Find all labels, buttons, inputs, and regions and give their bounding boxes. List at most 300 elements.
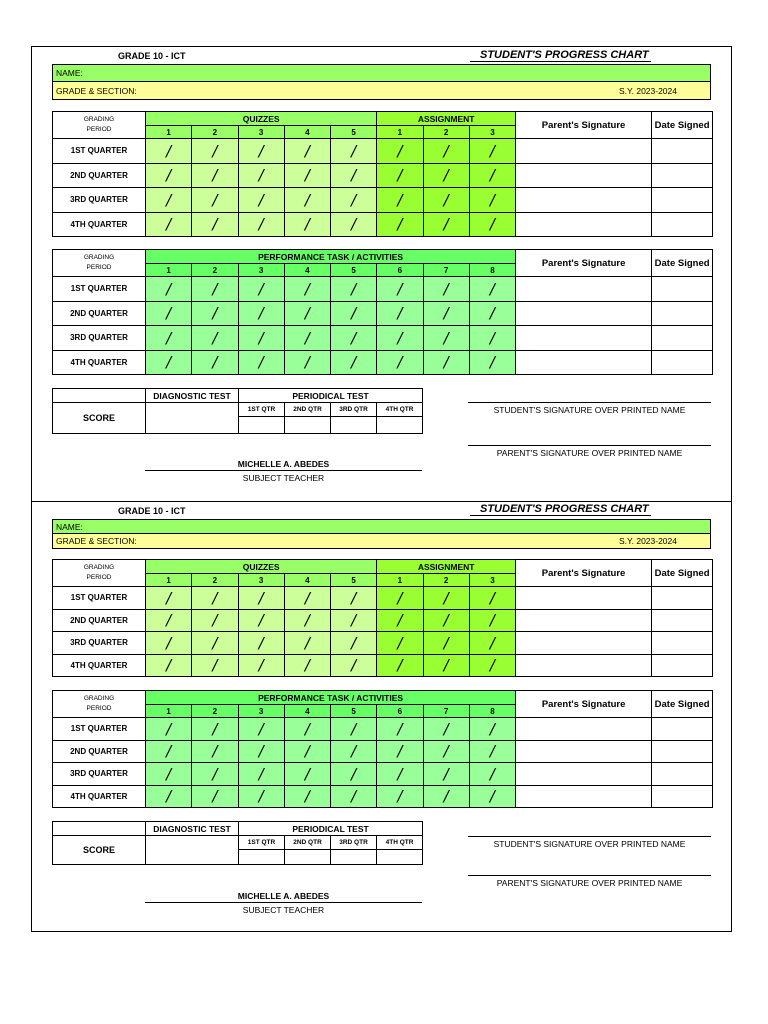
quizzes-assignment-table: [52, 559, 713, 677]
task-score-cell[interactable]: /: [284, 350, 330, 375]
task-score-cell[interactable]: /: [238, 301, 284, 326]
quiz-score-cell[interactable]: /: [146, 632, 192, 655]
assignment-score-cell[interactable]: /: [423, 609, 469, 632]
task-number: 2: [192, 705, 238, 718]
task-score-cell[interactable]: /: [192, 326, 238, 351]
quiz-score-cell[interactable]: /: [238, 587, 284, 610]
parent-signature-cell[interactable]: [516, 139, 652, 164]
quiz-score-cell[interactable]: /: [331, 188, 377, 213]
quarter-row: [53, 188, 713, 213]
teacher-role: SUBJECT TEACHER: [242, 905, 325, 915]
assignment-score-cell[interactable]: /: [469, 163, 515, 188]
assignment-number: 2: [423, 574, 469, 587]
assignment-score-cell[interactable]: /: [469, 212, 515, 237]
task-number: 5: [331, 705, 377, 718]
parent-signature-cell[interactable]: [516, 654, 652, 677]
teacher-block: [145, 459, 422, 483]
parent-signature-cell[interactable]: [516, 326, 652, 351]
quarter-row: [53, 718, 713, 741]
task-score-cell[interactable]: /: [238, 326, 284, 351]
school-year: S.Y. 2023-2024: [619, 85, 677, 96]
task-number: 4: [284, 705, 330, 718]
quiz-number: 5: [331, 126, 377, 139]
quarter-row: [53, 301, 713, 326]
grade-section-field[interactable]: [52, 82, 711, 100]
parent-signature-cell[interactable]: [516, 277, 652, 302]
teacher-name: MICHELLE A. ABEDES: [145, 459, 422, 471]
task-number: 6: [377, 264, 423, 277]
parent-signature-cell[interactable]: [516, 163, 652, 188]
score-corner: [53, 389, 146, 403]
task-score-cell[interactable]: /: [192, 763, 238, 786]
teacher-role: SUBJECT TEACHER: [242, 473, 325, 483]
task-score-cell[interactable]: /: [284, 763, 330, 786]
performance-task-table: [52, 690, 713, 808]
qtr-header: 2ND QTR: [285, 403, 331, 417]
diagnostic-test-header: DIAGNOSTIC TEST: [146, 822, 239, 836]
grade-section-label: GRADE & SECTION:: [56, 85, 137, 96]
periodical-score-cell[interactable]: [331, 850, 377, 865]
grading-period-header: GRADING PERIOD: [53, 691, 146, 718]
parent-signature-header: Parent's Signature: [516, 112, 652, 139]
assignment-score-cell[interactable]: /: [423, 654, 469, 677]
task-score-cell[interactable]: /: [423, 277, 469, 302]
parent-signature-cell[interactable]: [516, 609, 652, 632]
quarter-row: [53, 350, 713, 375]
task-number: 8: [469, 264, 515, 277]
task-score-cell[interactable]: /: [238, 277, 284, 302]
task-number: 8: [469, 705, 515, 718]
periodical-score-cell[interactable]: [377, 850, 423, 865]
task-score-cell[interactable]: /: [469, 763, 515, 786]
quiz-score-cell[interactable]: /: [284, 609, 330, 632]
quarter-row: [53, 609, 713, 632]
teacher-block: [145, 891, 422, 915]
task-score-cell[interactable]: /: [469, 326, 515, 351]
quiz-score-cell[interactable]: /: [331, 163, 377, 188]
quiz-score-cell[interactable]: /: [238, 163, 284, 188]
qtr-header: 3RD QTR: [331, 403, 377, 417]
task-score-cell[interactable]: /: [377, 277, 423, 302]
task-score-cell[interactable]: /: [331, 740, 377, 763]
performance-task-header: PERFORMANCE TASK / ACTIVITIES: [146, 691, 516, 705]
score-corner: [53, 822, 146, 836]
quarter-row: [53, 139, 713, 164]
quiz-score-cell[interactable]: /: [284, 212, 330, 237]
qtr-header: 1ST QTR: [239, 403, 285, 417]
assignment-score-cell[interactable]: /: [377, 139, 423, 164]
quiz-score-cell[interactable]: /: [146, 609, 192, 632]
score-table: [52, 388, 423, 434]
quiz-score-cell[interactable]: /: [238, 609, 284, 632]
task-score-cell[interactable]: /: [377, 718, 423, 741]
quizzes-header: QUIZZES: [146, 560, 377, 574]
date-signed-header: Date Signed: [652, 250, 713, 277]
qtr-header: 1ST QTR: [239, 836, 285, 850]
parent-signature-cell[interactable]: [516, 763, 652, 786]
quiz-number: 2: [192, 126, 238, 139]
date-signed-cell[interactable]: [652, 139, 713, 164]
parent-signature-cell[interactable]: [516, 212, 652, 237]
quiz-score-cell[interactable]: /: [238, 212, 284, 237]
quarter-label: 2ND QUARTER: [53, 740, 146, 763]
task-score-cell[interactable]: /: [423, 763, 469, 786]
task-score-cell[interactable]: /: [377, 740, 423, 763]
assignment-score-cell[interactable]: /: [469, 188, 515, 213]
task-score-cell[interactable]: /: [238, 763, 284, 786]
quiz-score-cell[interactable]: /: [192, 188, 238, 213]
student-signature-line[interactable]: STUDENT'S SIGNATURE OVER PRINTED NAME: [468, 402, 711, 415]
quiz-number: 2: [192, 574, 238, 587]
task-number: 6: [377, 705, 423, 718]
progress-chart-sheet-2: [31, 501, 732, 932]
quarter-row: [53, 763, 713, 786]
quarter-row: [53, 326, 713, 351]
assignment-score-cell[interactable]: /: [377, 163, 423, 188]
quiz-score-cell[interactable]: /: [192, 632, 238, 655]
date-signed-cell[interactable]: [652, 632, 713, 655]
quarter-label: 2ND QUARTER: [53, 301, 146, 326]
quiz-score-cell[interactable]: /: [146, 188, 192, 213]
date-signed-cell[interactable]: [652, 654, 713, 677]
date-signed-cell[interactable]: [652, 301, 713, 326]
task-score-cell[interactable]: /: [238, 740, 284, 763]
student-signature-line[interactable]: STUDENT'S SIGNATURE OVER PRINTED NAME: [468, 836, 711, 849]
quiz-score-cell[interactable]: /: [146, 163, 192, 188]
task-score-cell[interactable]: /: [146, 740, 192, 763]
parent-signature-header: Parent's Signature: [516, 691, 652, 718]
quarter-label: 1ST QUARTER: [53, 587, 146, 610]
chart-title: STUDENT'S PROGRESS CHART: [470, 49, 651, 62]
date-signed-cell[interactable]: [652, 326, 713, 351]
quiz-score-cell[interactable]: /: [146, 212, 192, 237]
quiz-score-cell[interactable]: /: [331, 587, 377, 610]
assignment-score-cell[interactable]: /: [423, 212, 469, 237]
assignment-header: ASSIGNMENT: [377, 112, 516, 126]
task-score-cell[interactable]: /: [377, 785, 423, 808]
quarter-label: 3RD QUARTER: [53, 763, 146, 786]
date-signed-cell[interactable]: [652, 587, 713, 610]
quarter-label: 3RD QUARTER: [53, 632, 146, 655]
date-signed-cell[interactable]: [652, 763, 713, 786]
task-score-cell[interactable]: /: [377, 350, 423, 375]
quizzes-assignment-table: [52, 111, 713, 237]
task-score-cell[interactable]: /: [192, 718, 238, 741]
task-number: 1: [146, 705, 192, 718]
date-signed-cell[interactable]: [652, 718, 713, 741]
task-score-cell[interactable]: /: [331, 763, 377, 786]
date-signed-header: Date Signed: [652, 112, 713, 139]
quiz-score-cell[interactable]: /: [284, 587, 330, 610]
score-label: SCORE: [53, 403, 146, 434]
task-score-cell[interactable]: /: [423, 326, 469, 351]
grading-period-header: GRADING PERIOD: [53, 560, 146, 587]
quarter-row: [53, 632, 713, 655]
task-score-cell[interactable]: /: [146, 350, 192, 375]
parent-signature-line[interactable]: PARENT'S SIGNATURE OVER PRINTED NAME: [468, 445, 711, 458]
quiz-score-cell[interactable]: /: [192, 163, 238, 188]
quiz-number: 1: [146, 126, 192, 139]
name-label: NAME:: [56, 521, 83, 532]
quiz-score-cell[interactable]: /: [331, 212, 377, 237]
task-score-cell[interactable]: /: [469, 277, 515, 302]
parent-signature-cell[interactable]: [516, 718, 652, 741]
task-score-cell[interactable]: /: [192, 350, 238, 375]
qtr-header: 2ND QTR: [285, 836, 331, 850]
task-score-cell[interactable]: /: [331, 718, 377, 741]
task-score-cell[interactable]: /: [284, 785, 330, 808]
quarter-row: [53, 212, 713, 237]
assignment-score-cell[interactable]: /: [377, 212, 423, 237]
quiz-score-cell[interactable]: /: [238, 632, 284, 655]
assignment-score-cell[interactable]: /: [469, 139, 515, 164]
date-signed-cell[interactable]: [652, 212, 713, 237]
assignment-score-cell[interactable]: /: [377, 609, 423, 632]
date-signed-cell[interactable]: [652, 163, 713, 188]
date-signed-cell[interactable]: [652, 350, 713, 375]
quarter-label: 4TH QUARTER: [53, 350, 146, 375]
quiz-score-cell[interactable]: /: [238, 654, 284, 677]
task-score-cell[interactable]: /: [377, 326, 423, 351]
assignment-number: 3: [469, 126, 515, 139]
performance-task-header: PERFORMANCE TASK / ACTIVITIES: [146, 250, 516, 264]
parent-signature-line[interactable]: PARENT'S SIGNATURE OVER PRINTED NAME: [468, 875, 711, 888]
task-score-cell[interactable]: /: [331, 301, 377, 326]
quiz-number: 3: [238, 574, 284, 587]
assignment-score-cell[interactable]: /: [423, 163, 469, 188]
quarter-label: 2ND QUARTER: [53, 163, 146, 188]
task-number: 3: [238, 705, 284, 718]
date-signed-header: Date Signed: [652, 560, 713, 587]
task-score-cell[interactable]: /: [331, 326, 377, 351]
task-score-cell[interactable]: /: [284, 740, 330, 763]
parent-signature-cell[interactable]: [516, 350, 652, 375]
periodical-test-header: PERIODICAL TEST: [239, 822, 423, 836]
task-score-cell[interactable]: /: [238, 718, 284, 741]
assignment-score-cell[interactable]: /: [377, 632, 423, 655]
quiz-score-cell[interactable]: /: [284, 163, 330, 188]
parent-signature-header: Parent's Signature: [516, 250, 652, 277]
task-score-cell[interactable]: /: [146, 326, 192, 351]
parent-signature-cell[interactable]: [516, 301, 652, 326]
grade-subject-label: GRADE 10 - ICT: [118, 51, 186, 61]
quiz-score-cell[interactable]: /: [284, 632, 330, 655]
task-number: 7: [423, 705, 469, 718]
task-number: 4: [284, 264, 330, 277]
assignment-number: 1: [377, 126, 423, 139]
parent-signature-cell[interactable]: [516, 740, 652, 763]
task-score-cell[interactable]: /: [423, 301, 469, 326]
task-number: 5: [331, 264, 377, 277]
quarter-label: 1ST QUARTER: [53, 139, 146, 164]
task-score-cell[interactable]: /: [284, 277, 330, 302]
task-score-cell[interactable]: /: [423, 718, 469, 741]
task-score-cell[interactable]: /: [284, 326, 330, 351]
date-signed-cell[interactable]: [652, 188, 713, 213]
parent-signature-cell[interactable]: [516, 587, 652, 610]
quiz-score-cell[interactable]: /: [238, 139, 284, 164]
task-score-cell[interactable]: /: [423, 350, 469, 375]
task-score-cell[interactable]: /: [146, 301, 192, 326]
quiz-score-cell[interactable]: /: [284, 139, 330, 164]
task-score-cell[interactable]: /: [331, 277, 377, 302]
quiz-score-cell[interactable]: /: [331, 632, 377, 655]
assignment-header: ASSIGNMENT: [377, 560, 516, 574]
task-score-cell[interactable]: /: [331, 785, 377, 808]
quiz-score-cell[interactable]: /: [146, 587, 192, 610]
diagnostic-score-cell[interactable]: [146, 836, 239, 865]
periodical-score-cell[interactable]: [239, 417, 285, 434]
grading-period-header: GRADING PERIOD: [53, 112, 146, 139]
task-score-cell[interactable]: /: [192, 740, 238, 763]
assignment-score-cell[interactable]: /: [423, 587, 469, 610]
quiz-score-cell[interactable]: /: [192, 139, 238, 164]
qtr-header: 4TH QTR: [377, 403, 423, 417]
name-field[interactable]: [52, 519, 711, 534]
quiz-score-cell[interactable]: /: [284, 188, 330, 213]
task-number: 7: [423, 264, 469, 277]
task-score-cell[interactable]: /: [331, 350, 377, 375]
task-score-cell[interactable]: /: [469, 718, 515, 741]
periodical-test-header: PERIODICAL TEST: [239, 389, 423, 403]
quiz-score-cell[interactable]: /: [146, 654, 192, 677]
quiz-score-cell[interactable]: /: [331, 609, 377, 632]
task-score-cell[interactable]: /: [469, 350, 515, 375]
task-score-cell[interactable]: /: [192, 785, 238, 808]
date-signed-cell[interactable]: [652, 277, 713, 302]
diagnostic-score-cell[interactable]: [146, 403, 239, 434]
quarter-label: 3RD QUARTER: [53, 326, 146, 351]
task-score-cell[interactable]: /: [377, 763, 423, 786]
quarter-row: [53, 277, 713, 302]
task-number: 2: [192, 264, 238, 277]
score-table: [52, 821, 423, 865]
quarter-row: [53, 785, 713, 808]
assignment-score-cell[interactable]: /: [423, 139, 469, 164]
quiz-score-cell[interactable]: /: [192, 212, 238, 237]
assignment-score-cell[interactable]: /: [377, 654, 423, 677]
periodical-score-cell[interactable]: [331, 417, 377, 434]
assignment-number: 3: [469, 574, 515, 587]
task-score-cell[interactable]: /: [146, 785, 192, 808]
assignment-number: 1: [377, 574, 423, 587]
quarter-label: 3RD QUARTER: [53, 188, 146, 213]
periodical-score-cell[interactable]: [285, 850, 331, 865]
date-signed-cell[interactable]: [652, 609, 713, 632]
school-year: S.Y. 2023-2024: [619, 536, 677, 546]
task-score-cell[interactable]: /: [146, 763, 192, 786]
task-score-cell[interactable]: /: [469, 785, 515, 808]
parent-signature-cell[interactable]: [516, 632, 652, 655]
periodical-score-cell[interactable]: [377, 417, 423, 434]
quiz-number: 3: [238, 126, 284, 139]
periodical-score-cell[interactable]: [239, 850, 285, 865]
qtr-header: 3RD QTR: [331, 836, 377, 850]
diagnostic-test-header: DIAGNOSTIC TEST: [146, 389, 239, 403]
task-score-cell[interactable]: /: [238, 785, 284, 808]
assignment-score-cell[interactable]: /: [469, 632, 515, 655]
task-score-cell[interactable]: /: [238, 350, 284, 375]
task-score-cell[interactable]: /: [469, 301, 515, 326]
quarter-label: 1ST QUARTER: [53, 277, 146, 302]
task-score-cell[interactable]: /: [423, 740, 469, 763]
task-score-cell[interactable]: /: [377, 301, 423, 326]
score-label: SCORE: [53, 836, 146, 865]
parent-signature-cell[interactable]: [516, 188, 652, 213]
quiz-score-cell[interactable]: /: [146, 139, 192, 164]
date-signed-cell[interactable]: [652, 740, 713, 763]
quarter-row: [53, 654, 713, 677]
task-score-cell[interactable]: /: [146, 718, 192, 741]
assignment-score-cell[interactable]: /: [423, 632, 469, 655]
grading-period-header: GRADING PERIOD: [53, 250, 146, 277]
assignment-score-cell[interactable]: /: [469, 609, 515, 632]
quarter-label: 4TH QUARTER: [53, 785, 146, 808]
quizzes-header: QUIZZES: [146, 112, 377, 126]
chart-title: STUDENT'S PROGRESS CHART: [470, 503, 651, 516]
quarter-label: 4TH QUARTER: [53, 654, 146, 677]
task-score-cell[interactable]: /: [146, 277, 192, 302]
quiz-score-cell[interactable]: /: [192, 654, 238, 677]
quiz-number: 5: [331, 574, 377, 587]
task-score-cell[interactable]: /: [284, 718, 330, 741]
quiz-score-cell[interactable]: /: [192, 587, 238, 610]
quarter-label: 4TH QUARTER: [53, 212, 146, 237]
quarter-label: 1ST QUARTER: [53, 718, 146, 741]
quiz-score-cell[interactable]: /: [331, 654, 377, 677]
task-score-cell[interactable]: /: [192, 277, 238, 302]
name-label: NAME:: [56, 68, 83, 78]
quarter-label: 2ND QUARTER: [53, 609, 146, 632]
progress-chart-sheet-1: [31, 46, 732, 502]
task-score-cell[interactable]: /: [469, 740, 515, 763]
task-score-cell[interactable]: /: [423, 785, 469, 808]
parent-signature-cell[interactable]: [516, 785, 652, 808]
grade-subject-label: GRADE 10 - ICT: [118, 506, 186, 516]
grade-section-label: GRADE & SECTION:: [56, 536, 137, 546]
name-field[interactable]: [52, 64, 711, 82]
date-signed-cell[interactable]: [652, 785, 713, 808]
quiz-number: 4: [284, 126, 330, 139]
quiz-number: 4: [284, 574, 330, 587]
task-number: 1: [146, 264, 192, 277]
date-signed-header: Date Signed: [652, 691, 713, 718]
periodical-score-cell[interactable]: [285, 417, 331, 434]
task-number: 3: [238, 264, 284, 277]
performance-task-table: [52, 249, 713, 375]
parent-signature-header: Parent's Signature: [516, 560, 652, 587]
quarter-row: [53, 163, 713, 188]
quarter-row: [53, 587, 713, 610]
quiz-score-cell[interactable]: /: [284, 654, 330, 677]
assignment-score-cell[interactable]: /: [469, 587, 515, 610]
task-score-cell[interactable]: /: [284, 301, 330, 326]
qtr-header: 4TH QTR: [377, 836, 423, 850]
quiz-score-cell[interactable]: /: [238, 188, 284, 213]
assignment-score-cell[interactable]: /: [377, 188, 423, 213]
assignment-score-cell[interactable]: /: [469, 654, 515, 677]
task-score-cell[interactable]: /: [192, 301, 238, 326]
assignment-score-cell[interactable]: /: [377, 587, 423, 610]
quiz-score-cell[interactable]: /: [331, 139, 377, 164]
grade-section-field[interactable]: [52, 534, 711, 549]
assignment-number: 2: [423, 126, 469, 139]
quiz-score-cell[interactable]: /: [192, 609, 238, 632]
quiz-number: 1: [146, 574, 192, 587]
quarter-row: [53, 740, 713, 763]
teacher-name: MICHELLE A. ABEDES: [145, 891, 422, 903]
assignment-score-cell[interactable]: /: [423, 188, 469, 213]
